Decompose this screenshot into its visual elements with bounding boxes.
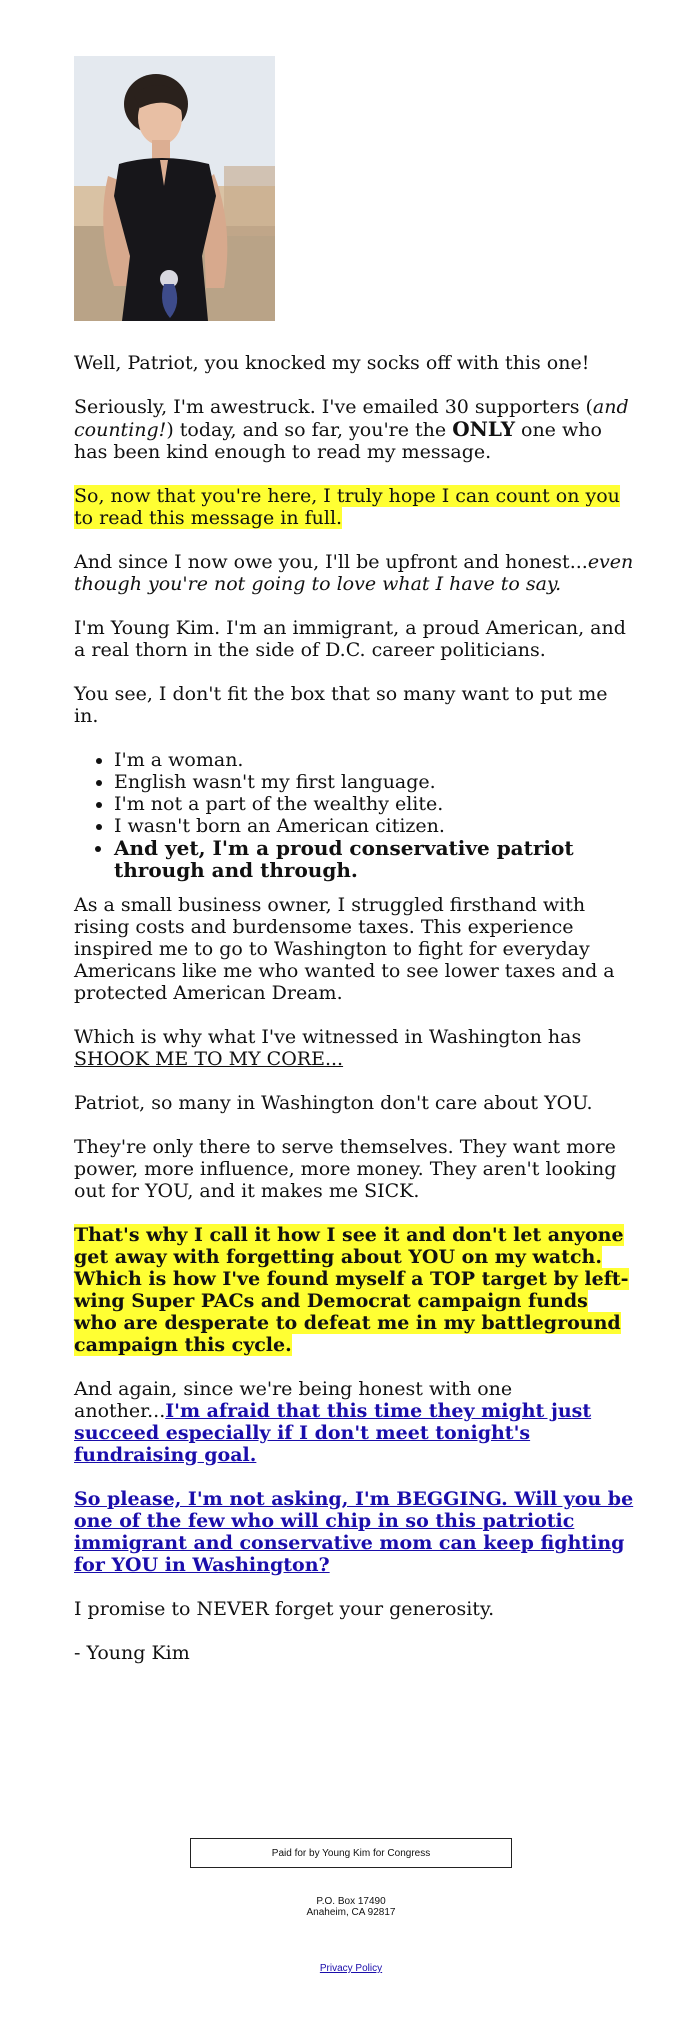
serve-themselves-paragraph: They're only there to serve themselves. They want more power, more influence, more money. They aren't looking out for YOU, and it makes me SICK. <box>74 1136 617 1202</box>
shook-paragraph <box>74 1026 634 1070</box>
list-item: • I'm a woman. <box>114 749 634 771</box>
awestruck-italic: and counting! <box>74 396 629 441</box>
count-on-you-paragraph <box>74 485 634 529</box>
afraid-paragraph <box>74 1378 634 1466</box>
highlighted-text: So, now that you're here, I truly hope I can count on you to read this message in full. <box>74 485 620 529</box>
awestruck-paragraph <box>74 396 634 463</box>
promise-paragraph: I promise to NEVER forget your generosity. <box>74 1598 495 1620</box>
honest-text: And since I now owe you, I'll be upfront and honest... <box>74 551 588 573</box>
awestruck-text-1: Seriously, I'm awestruck. I've emailed 30 supporters ( <box>74 396 593 418</box>
fundraising-goal-link[interactable]: I'm afraid that this time they might just succeed especially if I don't meet tonight's fundraising goal. <box>74 1400 592 1466</box>
small-business-paragraph: As a small business owner, I struggled firsthand with rising costs and burdensome taxes. This experience inspired me to go to Washington to fight for everyday Americans like me who wanted to see lower taxes and a protected American Dream. <box>74 894 615 1004</box>
honest-paragraph <box>74 551 634 595</box>
address-line-1: P.O. Box 17490 <box>316 1896 386 1907</box>
afraid-text: And again, since we're being honest with one another... <box>74 1378 513 1422</box>
shook-underline: SHOOK ME TO MY CORE... <box>74 1048 344 1070</box>
awestruck-text-3: one who has been kind enough to read my message. <box>74 419 602 463</box>
list-item: • I'm not a part of the wealthy elite. <box>114 793 634 815</box>
mailing-address <box>190 1896 512 1918</box>
list-item: • English wasn't my first language. <box>114 771 634 793</box>
list-item: • And yet, I'm a proud conservative patriot through and through. <box>114 837 634 881</box>
top-target-paragraph <box>74 1224 634 1356</box>
highlighted-bold-text: That's why I call it how I see it and don't let anyone get away with forgetting about YOU on my watch. Which is how I've found myself a TOP target by left-wing Super PACs and Democrat campaign funds who are desperate to defeat me in my battleground campaign this cycle. <box>74 1224 629 1356</box>
honest-italic: even though you're not going to love what I have to say. <box>74 551 634 595</box>
signature: - Young Kim <box>74 1642 190 1664</box>
portrait-photo <box>74 56 275 321</box>
shook-text: Which is why what I've witnessed in Washington has <box>74 1026 582 1048</box>
awestruck-text-2: ) today, and so far, you're the <box>166 419 453 441</box>
intro-paragraph: I'm Young Kim. I'm an immigrant, a proud American, and a real thorn in the side of D.C. career politicians. <box>74 617 626 661</box>
identity-list <box>74 749 634 881</box>
list-item: • I wasn't born an American citizen. <box>114 815 634 837</box>
privacy-policy <box>190 1963 512 1974</box>
only-emphasis: ONLY <box>452 417 515 441</box>
box-paragraph: You see, I don't fit the box that so many want to put me in. <box>74 683 608 727</box>
paid-for-disclaimer <box>190 1838 512 1868</box>
dont-care-paragraph: Patriot, so many in Washington don't care about YOU. <box>74 1092 593 1114</box>
chip-in-link[interactable]: So please, I'm not asking, I'm BEGGING. Will you be one of the few who will chip in so this patriotic immigrant and conservative mom can keep fighting for YOU in Washington? <box>74 1488 634 1576</box>
privacy-policy-link[interactable]: Privacy Policy <box>319 1963 383 1974</box>
email-body <box>74 352 634 1686</box>
address-line-2: Anaheim, CA 92817 <box>306 1907 396 1918</box>
greeting-paragraph: Well, Patriot, you knocked my socks off with this one! <box>74 352 590 374</box>
portrait-illustration <box>74 56 275 321</box>
begging-paragraph <box>74 1488 634 1576</box>
paid-for-text: Paid for by Young Kim for Congress <box>271 1847 431 1859</box>
